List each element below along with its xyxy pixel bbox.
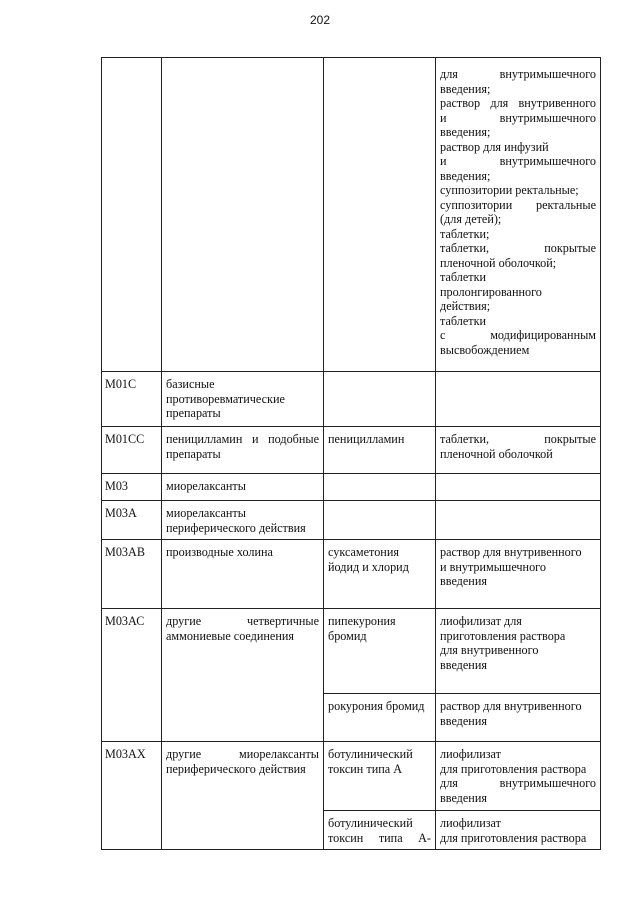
cell-text-line: базисные: [166, 377, 215, 391]
table-row: [102, 372, 601, 427]
drug-table: [101, 57, 601, 850]
cell-text-line: суппозитории ректальные;: [440, 183, 579, 197]
cell-text-line: миорелаксанты: [166, 479, 246, 493]
cell-text-line: пролонгированного: [440, 284, 542, 299]
cell-text-line: ботулинический: [328, 747, 413, 761]
cell-text-line: и внутримышечного: [440, 559, 546, 574]
cell-text-line: лиофилизат для: [440, 614, 522, 628]
cell-text-line: рокурония бромид: [328, 699, 425, 713]
dosage-form-cell: [436, 540, 601, 609]
drug-name-cell: [324, 609, 436, 694]
atc-code-cell: М01С: [102, 372, 162, 427]
cell-text-line: действия;: [440, 299, 491, 313]
cell-text-line: другие миорелаксанты: [166, 747, 319, 761]
cell-text-line: йодид и хлорид: [328, 559, 409, 574]
cell-text-line: пеницилламин: [328, 432, 405, 446]
cell-text-line: и внутримышечного: [440, 154, 596, 168]
cell-text-line: введения;: [440, 168, 491, 183]
drug-name-cell: [324, 742, 436, 811]
cell-text-line: пипекурония: [328, 614, 396, 628]
cell-text-line: с модифицированным: [440, 328, 596, 342]
drug-name-cell: [324, 501, 436, 540]
cell-text-line: токсин типа А-: [328, 830, 431, 845]
cell-text-line: введения;: [440, 125, 491, 139]
cell-text-line: раствор для инфузий: [440, 139, 549, 154]
dosage-form-cell: [436, 427, 601, 474]
group-name-cell: [162, 742, 324, 850]
cell-text-line: периферического действия: [166, 761, 306, 776]
dosage-form-cell: [436, 58, 601, 372]
atc-code-cell: М03: [102, 474, 162, 501]
cell-text-line: производные холина: [166, 545, 273, 559]
cell-text-line: раствор для внутривенного: [440, 96, 596, 110]
dosage-form-cell: [436, 811, 601, 850]
cell-text-line: ботулинический: [328, 816, 413, 830]
dosage-form-cell: [436, 501, 601, 540]
cell-text-line: пленочной оболочкой;: [440, 255, 557, 270]
cell-text-line: аммониевые соединения: [166, 628, 294, 643]
cell-text-line: введения: [440, 574, 487, 588]
drug-name-cell: [324, 474, 436, 501]
drug-table-body: [102, 58, 601, 850]
dosage-form-cell: [436, 372, 601, 427]
drug-name-cell: [324, 58, 436, 372]
table-row: [102, 609, 601, 694]
table-row: [102, 501, 601, 540]
cell-text-line: приготовления раствора: [440, 628, 566, 643]
cell-text-line: высвобождением: [440, 342, 530, 357]
drug-name-cell: [324, 372, 436, 427]
cell-text-line: миорелаксанты: [166, 506, 246, 520]
cell-text-line: (для детей);: [440, 212, 502, 226]
cell-text-line: таблетки: [440, 270, 487, 284]
cell-text-line: таблетки, покрытые: [440, 241, 596, 255]
atc-code-cell: М01СС: [102, 427, 162, 474]
group-name-cell: [162, 540, 324, 609]
cell-text-line: таблетки, покрытые: [440, 432, 596, 446]
cell-text-line: препараты: [166, 446, 221, 461]
cell-text-line: для приготовления раствора: [440, 830, 587, 845]
cell-text-line: раствор для внутривенного: [440, 545, 582, 559]
group-name-cell: [162, 609, 324, 742]
cell-text-line: суксаметония: [328, 545, 399, 559]
dosage-form-cell: [436, 694, 601, 742]
cell-text-line: и внутримышечного: [440, 110, 596, 125]
cell-text-line: бромид: [328, 628, 367, 643]
cell-text-line: введения;: [440, 81, 491, 96]
atc-code-cell: [102, 58, 162, 372]
cell-text-line: введения: [440, 713, 487, 728]
drug-name-cell: [324, 811, 436, 850]
group-name-cell: [162, 474, 324, 501]
cell-text-line: введения: [440, 657, 487, 672]
cell-text-line: для внутримышечного: [440, 776, 596, 790]
atc-code-cell: М03АХ: [102, 742, 162, 850]
cell-text-line: введения: [440, 790, 487, 805]
cell-text-line: пеницилламин и подобные: [166, 432, 319, 446]
drug-name-cell: [324, 427, 436, 474]
cell-text-line: противоревматические: [166, 391, 285, 406]
drug-name-cell: [324, 694, 436, 742]
table-row: [102, 58, 601, 372]
cell-text-line: пленочной оболочкой: [440, 446, 553, 461]
cell-text-line: лиофилизат: [440, 816, 501, 830]
cell-text-line: таблетки;: [440, 226, 490, 241]
cell-text-line: другие четвертичные: [166, 614, 319, 628]
cell-text-line: лиофилизат: [440, 747, 501, 761]
atc-code-cell: М03А: [102, 501, 162, 540]
cell-text-line: токсин типа А: [328, 761, 403, 776]
atc-code-cell: М03АВ: [102, 540, 162, 609]
group-name-cell: [162, 427, 324, 474]
dosage-form-cell: [436, 609, 601, 694]
dosage-form-cell: [436, 474, 601, 501]
group-name-cell: [162, 372, 324, 427]
group-name-cell: [162, 501, 324, 540]
cell-text-line: для внутривенного: [440, 643, 539, 657]
table-row: [102, 742, 601, 811]
cell-text-line: препараты: [166, 406, 221, 420]
table-row: [102, 540, 601, 609]
cell-text-line: периферического действия: [166, 520, 306, 535]
cell-text-line: таблетки: [440, 313, 487, 328]
cell-text-line: для приготовления раствора: [440, 761, 587, 776]
cell-text-line: раствор для внутривенного: [440, 699, 582, 713]
dosage-form-cell: [436, 742, 601, 811]
drug-name-cell: [324, 540, 436, 609]
table-row: [102, 427, 601, 474]
table-row: [102, 474, 601, 501]
atc-code-cell: М03АС: [102, 609, 162, 742]
group-name-cell: [162, 58, 324, 372]
cell-text-line: для внутримышечного: [440, 67, 596, 81]
cell-text-line: суппозитории ректальные: [440, 197, 596, 212]
page-number: 202: [309, 13, 331, 27]
